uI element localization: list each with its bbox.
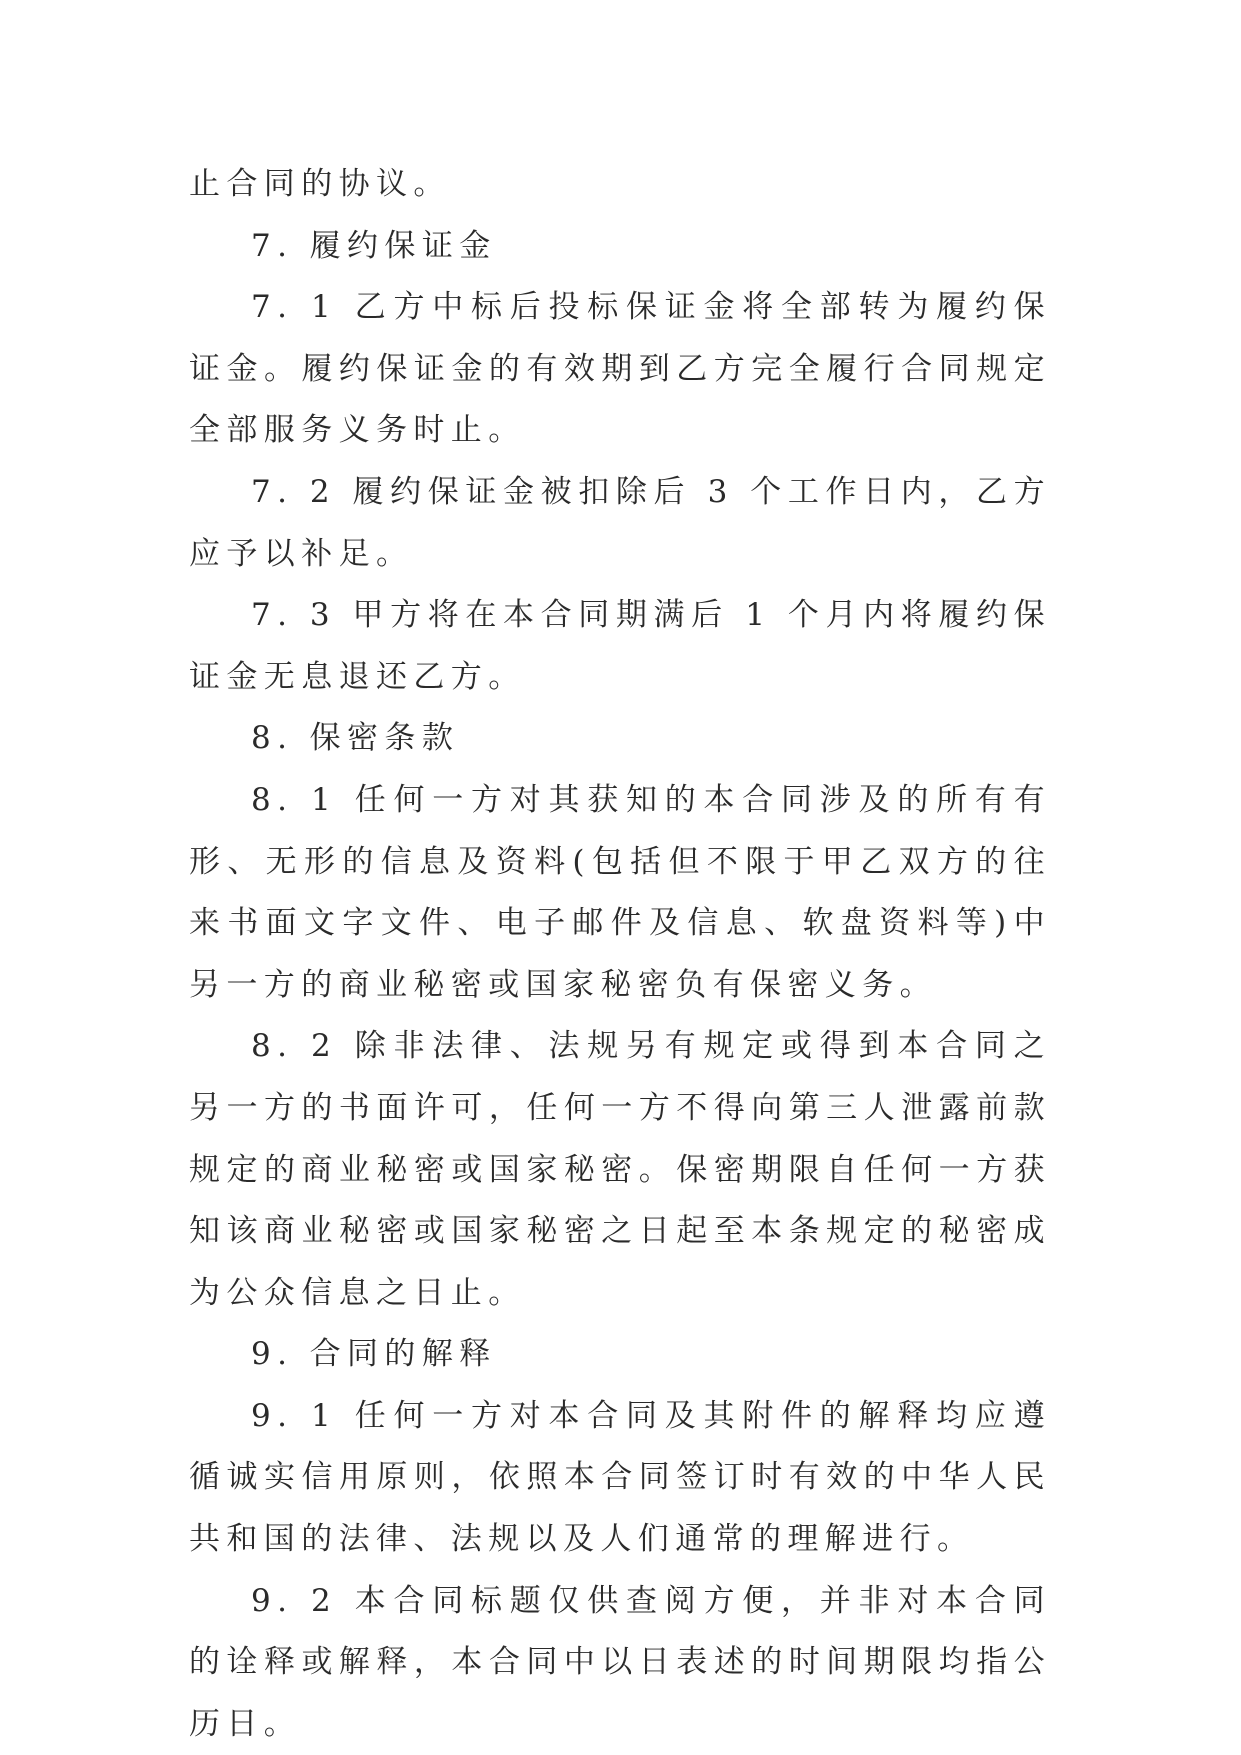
section-heading-7: 7. 履约保证金 bbox=[251, 227, 497, 264]
clause-7-3: 7. 3 甲方将在本合同期满后 1 个月内将履约保证金无息退还乙方。 bbox=[189, 597, 1051, 695]
clause-7-2: 7. 2 履约保证金被扣除后 3 个工作日内，乙方应予以补足。 bbox=[189, 473, 1051, 572]
clause-7-1: 7. 1 乙方中标后投标保证金将全部转为履约保证金。履约保证金的有效期到乙方完全履行合同规定全部服务义务时止。 bbox=[189, 289, 1051, 449]
clause-9-1: 9. 1 任何一方对本合同及其附件的解释均应遵循诚实信用原则，依照本合同签订时有效的中华人民共和国的法律、法规以及人们通常的理解进行。 bbox=[189, 1397, 1051, 1558]
section-heading-9: 9. 合同的解释 bbox=[251, 1336, 497, 1373]
clause-9-2: 9. 2 本合同标题仅供查阅方便，并非对本合同的诠释或解释，本合同中以日表述的时间期限均指公历日。 bbox=[189, 1582, 1051, 1742]
clause-8-1: 8. 1 任何一方对其获知的本合同涉及的所有有形、无形的信息及资料(包括但不限于甲乙双方的往来书面文字文件、电子邮件及信息、软盘资料等)中另一方的商业秘密或国家秘密负有保密义务。 bbox=[189, 781, 1051, 1003]
document-body bbox=[189, 154, 1051, 1755]
paragraph-continuation: 止合同的协议。 bbox=[189, 166, 451, 202]
section-heading-8: 8. 保密条款 bbox=[251, 720, 460, 757]
clause-8-2: 8. 2 除非法律、法规另有规定或得到本合同之另一方的书面许可，任何一方不得向第三人泄露前款规定的商业秘密或国家秘密。保密期限自任何一方获知该商业秘密或国家秘密之日起至本条规定的秘密成为公众信息之日止。 bbox=[189, 1028, 1051, 1311]
